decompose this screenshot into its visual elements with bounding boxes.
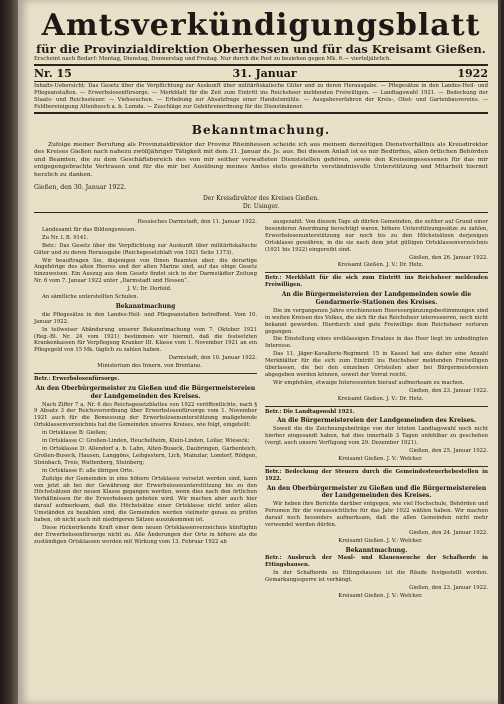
column-paragraph: Die im vergangenen Jahre erschienenen Heeresergänzungsbestimmungen sind in weiten Kreisen des Volkes, die sich für das Reichsheer interessieren, noch nicht bekannt geworden. Hierdurch sind gute Freiwillige dem Reichsheer verloren gegangen. — [265, 307, 488, 335]
column-paragraph: Ministerium des Innern. von Brentano. — [97, 363, 202, 370]
column-paragraph: In teilweiser Abänderung unserer Bekanntmachung vom 7. Oktober 1921 (Reg.-Bl. Nr. 24 vom 1921) bestimmen wir hiermit, daß die festsetzten Krankenkassen für Verpflegung Kranker III. Klasse vom 1. November 1921 an ein Pflegegeld von 15 Mk. täglich zu zahlen haben. — [34, 326, 257, 354]
column-paragraph: die Pflegesätze in den Landes-Heil- und Pflegeanstalten betreffend. Vom 10. Januar 1922. — [34, 311, 257, 325]
column-divider — [265, 466, 488, 467]
page-content — [34, 8, 488, 601]
column-paragraph: Hessisches Darmstadt, den 11. Januar 1922. — [137, 219, 257, 226]
column-divider — [265, 272, 488, 273]
column-paragraph: ausgezahlt. Von diesem Tage ab dürfen Gemeinden, die seither auf Grund einer besonderen Anordnung berechtigt waren, höhere Unterstützungssätze zu zahlen, Erwerbslosenunterstützung nur noch bis zu den Höchstsätzen derjenigen Ortsklasse gewähren, in die sie nach dem jetzt gültigen Ortsklassenverzeichnis (1921 bis 1922) eingereiht sind. — [265, 219, 488, 253]
column-paragraph: Darmstadt, den 10. Januar 1922. — [168, 355, 257, 362]
notice-body: Zufolge meiner Berufung als Provinzialdirektor der Provinz Rheinhessen scheide ich aus meinem derzeitigen Dienstverhältnis als Kreisdirektor des Kreises Gießen nach nahezu zwölfjähriger Tätigkeit mit dem 31. Januar ds. Js. aus. Bei diesem Anlaß ist es mir Bedürfnis, allen örtlichen Behörden und Beamten, die zu dem Geschäftsbereich des von mir seither verwalteten Dienststellen gehören, sowie den Kreiseingesessenen für das mir entgegengebrachte Vertrauen und für die mir bei Ausübung meines Amtes stets gewährte verständnisvolle Unterstützung und Mitarbeit hiermit herzlich zu danken. — [34, 142, 488, 178]
column-paragraph: in Ortsklasse B: Gießen; — [42, 430, 108, 437]
column-paragraph: Soweit die die Zeichnungsbeiträge von der letzten Landtagswahl noch nicht hierher eingesandt haben, hat dies innerhalb 3 Tagen unfehlbar zu geschehen (vergl. auch unsere Verfügung vom 29. Dezember 1921). — [265, 426, 488, 447]
column-paragraph: Gießen, den 23. Januar 1922. — [409, 585, 488, 592]
column-heading: Bekanntmachung. — [345, 546, 408, 554]
column-paragraph: Gießen, den 26. Januar 1922. — [409, 254, 488, 261]
issue-number: Nr. 15 — [34, 67, 72, 80]
article-columns — [34, 219, 488, 601]
publication-frequency: Erscheint nach Bedarf: Montag, Dienstag, Donnerstag und Freitag. Nur durch die Post zu beziehen gegen Mk. 6.— vierteljährlich. — [34, 56, 392, 62]
book-spine — [0, 0, 18, 704]
column-divider — [265, 406, 488, 407]
column-paragraph: J. V.: Dr. Dorfeld. — [127, 286, 172, 293]
notice-title: Bekanntmachung. — [191, 123, 331, 137]
issue-year: 1922 — [457, 67, 488, 80]
column-paragraph: in Ortsklasse D: Allendorf a. b. Lahn, Alten-Buseck, Daubringen, Garbenteich, Großen-Buseck, Hausen, Langgöns, Leihgestern, Lich, Mainzlar, Londorf, Rödgen, Steinbach, Treis, Wattenberg, Steinberg; — [34, 445, 257, 466]
column-heading: An die Bürgermeistereien der Landgemeinden des Kreises. — [276, 417, 477, 425]
left-column — [34, 219, 257, 601]
notice-signer-office: Der Kreisdirektor des Kreises Gießen. — [202, 195, 320, 203]
right-column — [265, 219, 488, 601]
subject-line: Betr.: Merkblatt für die sich zum Eintritt ins Reichsheer meldenden Freiwilligen. — [265, 275, 488, 289]
rule — [34, 64, 488, 66]
column-paragraph: Nach Ziffer 7 a, Nr. 6 des Reichsgesetzblattes von 1922 veröffentlichte, nach § 9 Absatz 3 der Reichsverordnung über Erwerbslosenfürsorge vom 1. November 1921 auch für die Bemessung der Erwerbslosenunterstützung maßgebende Ortsklassenverzeichnis hat die Gemeinden unseres Kreises, wie folgt, eingeteilt: — [34, 401, 257, 429]
column-paragraph: Kreisamt Gießen. J. V.: Welcker. — [338, 592, 423, 599]
column-paragraph: in Ortsklasse E: alle übrigen Orte. — [42, 467, 134, 474]
column-paragraph: Wir beauftragen Sie, diejenigen von Ihnen Beamten aber, die derartige Angehörige des alten Heeres und der alten Marine sind, auf das obige Gesetz hinzuweisen. Ein Auszug aus dem Gesetz findet sich in der Darmstädter Zeitung Nr. 6 vom 7. Januar 1922 unter „Darmstadt und Hessen“. — [34, 257, 257, 285]
column-paragraph: Zufolge der Gemeinden in eine höhere Ortsklasse versetzt werden sind, kann von jetzt ab bei der Gewährung der Erwerbslosenunterstützung bis zu den Höchstsätzen der neuen Klasse gegangen werden, wenn dies nach den örtlichen Verhältnissen für die Erwerbslosen geboten wird. Wir machen aber auch hier darauf aufmerksam, daß die Höchstsätze einer Ortsklasse nicht unter allen Umständen zu bezahlen sind, die Gemeinden werden vielmehr genau zu prüfen haben, ob nicht auch mit niedrigeren Sätzen auszukommen ist. — [34, 475, 257, 524]
column-paragraph: An sämtliche unterstellten Schulen. — [42, 294, 139, 301]
rule — [34, 81, 488, 82]
column-divider — [34, 373, 257, 374]
table-of-contents: Inhalts-Uebersicht: Das Gesetz über die Verpflichtung zur Auskunft über militärfiskalische Güter und zu deren Herausgabe. — Pflegesätze in den Landes-Heil- und Pflegeanstalten. — Erwerbslosenfürsorge. — Merkblatt für die Zeit zum Eintritt ins Reichsheer meldenden Freiwilligen. — Landtagswahl 1921. — Bedeckung der Staats- und Reichssteuer. — Viehseuchen. — Erhebung zur Absatzfrage einer Handelsmühle. — Ausgabeverfahren der Kreis-, Obst- und Gartenbauvereins. — Feldbereinigung Altenbusch a. b. Lumda. — Zuschläge zur Gebührenordnung für die Dienstmänner. — [34, 83, 488, 110]
column-paragraph: Wir heben ihre Berichte darüber entgegen, wie viel Hochschule, Behörden und Personen für die voraussichtliche für das Jahr 1922 wählen haben. Wir machen darauf noch besonders aufmerksam, daß die allen Gemeinden nicht mehr verwendet werden dürfen. — [265, 501, 488, 528]
column-heading: An den Oberbürgermeister zu Gießen und die Bürgermeistereien der Landgemeinden des Kreises. — [266, 484, 487, 500]
column-heading: An den Oberbürgermeister zu Gießen und die Bürgermeistereien der Landgemeinden des Kreises. — [35, 384, 256, 400]
issue-date: 31. Januar — [232, 67, 297, 80]
column-heading: An die Bürgermeistereien der Landgemeinden sowie die Gendarmerie-Stationen des Kreises. — [281, 291, 472, 306]
page-edge — [498, 0, 501, 704]
column-paragraph: in Ortsklasse C: Großen-Linden, Heuchelheim, Klein-Linden, Lollar, Wieseck; — [42, 438, 250, 445]
column-paragraph: Kreisamt Gießen. J. V.: Dr. Hetz. — [337, 262, 424, 269]
subject-line: Betr.: Ausbruch der Maul- und Klauenseuche der Schafherde in Ettingshausen. — [265, 555, 488, 569]
column-paragraph: Die Einstellung eines erstklassigen Ersatzes in das Heer liegt im unbedingten Interesse. — [265, 336, 488, 350]
subject-line: Betr.: Bedeckung der Steuern durch die Gemeindesteuerhebestellen in 1922. — [265, 468, 488, 482]
masthead-title: Amtsverkündigungsblatt — [41, 8, 481, 43]
subject-line: Betr.: Die Landtagswahl 1921. — [265, 408, 355, 415]
column-paragraph: Landesamt für das Bildungswesen. — [42, 226, 137, 233]
column-paragraph: Das 11. Jäger-Kavallerie-Regiment 15 in Kassel hat uns daher eine Anzahl Merkblätter für die sich zum Eintritt ins Reichsheer meldenden Freiwilligen überlassen, die bei den einzelnen Ortsteilen aber bei Bürgermeistereien abgegeben werden können, soweit der Vorrat reicht. — [265, 351, 488, 378]
column-paragraph: Kreisamt Gießen. J. V.: Welcker. — [338, 537, 423, 544]
subject-line: Betr.: Erwerbslosenfürsorge. — [34, 376, 120, 383]
masthead-subtitle: für die Provinzialdirektion Oberhessen und für das Kreisamt Gießen. — [36, 42, 486, 56]
issue-line — [34, 67, 488, 80]
column-paragraph: Kreisamt Gießen. J. V.: Dr. Hetz. — [337, 395, 424, 402]
notice-signer-name: Dr. Usinger. — [242, 203, 280, 211]
column-paragraph: Gießen, den 24. Januar 1922. — [409, 529, 488, 536]
column-paragraph: In der Schafherde zu Ettingshausen ist die Räude festgestellt worden. Gemarkungssperre ist verhängt. — [265, 570, 488, 584]
notice-date: Gießen, den 30. Januar 1922. — [34, 184, 127, 192]
column-paragraph: Wir empfehlen, etwaige Interessenten hierauf aufmerksam zu machen. — [273, 379, 465, 386]
column-heading: Bekanntmachung — [115, 303, 176, 310]
column-paragraph: Gießen, den 23. Januar 1922. — [409, 387, 488, 394]
column-paragraph: Zu Nr. L B. 9141. — [42, 234, 89, 241]
column-paragraph: Betr.: Das Gesetz über die Verpflichtung zur Auskunft über militärfiskalische Güter und zu deren Herausgabe (Reichsgesetzblatt von 1921 Seite 1373). — [34, 242, 257, 256]
column-paragraph: Diese rückwirkende Kraft einer dem neuen Ortsklassenverzeichnis künftighin der Erwerbslosenfürsorge nicht zu. Alle Änderungen der Orte in höhere als die zuständigen Ortsklassen werden mit Wirkung vom 13. Februar 1922 ab — [34, 524, 257, 545]
rule — [34, 212, 488, 213]
column-paragraph: Kreisamt Gießen. J. V.: Welcker. — [338, 455, 423, 462]
column-paragraph: Gießen, den 25. Januar 1922. — [409, 447, 488, 454]
newspaper-page — [18, 0, 501, 704]
rule — [34, 112, 488, 114]
